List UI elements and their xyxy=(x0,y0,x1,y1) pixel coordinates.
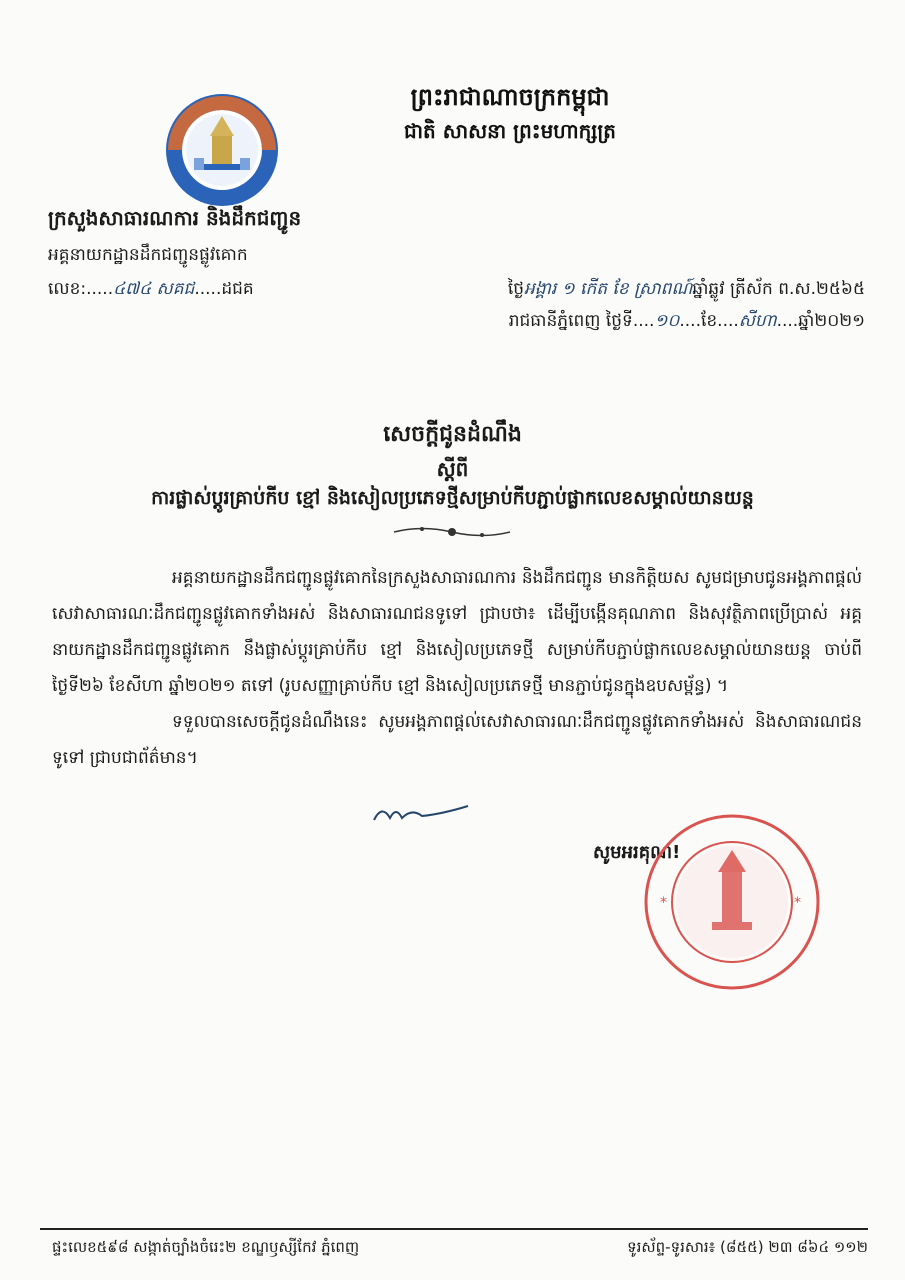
body-paragraph-1: អគ្គនាយកដ្ឋានដឹកជញ្ជូនផ្លូវគោកនៃក្រសួងសាធារណការ និងដឹកជញ្ជូន មានកិត្តិយស សូមជម្រាបជូនអង្គភាពផ្តល់សេវាសាធារណៈដឹកជញ្ជូនផ្លូវគោកទាំងអស់ និងសាធារណជនទូទៅ ជ្រាបថា៖ ដើម្បីបង្កើនគុណភាព និងសុវត្ថិភាពប្រើប្រាស់ អគ្គនាយកដ្ឋានដឹកជញ្ជូនផ្លូវគោក នឹងផ្លាស់ប្តូរគ្រាប់កីប ខ្មៅ និងសៀលប្រភេទថ្មី សម្រាប់កីបភ្ជាប់ផ្លាកលេខសម្គាល់យានយន្ត ចាប់ពីថ្ងៃទី២៦ ខែសីហា ឆ្នាំ២០២១ តទៅ (រូបសញ្ញាគ្រាប់កីប ខ្មៅ និងសៀលប្រភេទថ្មី មានភ្ជាប់ជូនក្នុងឧបសម្ព័ន្ធ) ។ xyxy=(52,568,862,696)
footer-divider xyxy=(40,1228,868,1230)
ref-number: ៤៧៤ សគជ xyxy=(113,279,195,299)
solar-day: ១០ xyxy=(654,311,680,331)
kingdom-title: ព្រះរាជាណាចក្រកម្ពុជា xyxy=(410,82,610,111)
notice-regarding: ស្តីពី xyxy=(436,457,469,481)
solar-mid: ....ខែ.... xyxy=(679,311,739,331)
national-motto: ជាតិ សាសនា ព្រះមហាក្សត្រ xyxy=(404,119,616,143)
lunar-suffix: ឆ្នាំឆ្លូវ ត្រីស័ក ព.ស.២៥៦៥ xyxy=(692,279,865,299)
lunar-prefix: ថ្ងៃ xyxy=(507,279,524,299)
reference-number xyxy=(48,278,254,303)
lunar-hand: អង្គារ ១ កើត ខែ ស្រាពណ៍ xyxy=(524,279,693,299)
solar-month: សីហា xyxy=(738,311,777,331)
footer-address: ផ្ទះលេខ៥៩៨ សង្កាត់ច្បាំងចំរេះ២ ខណ្ឌឫស្សីកែវ ភ្នំពេញ xyxy=(52,1238,360,1256)
solar-date xyxy=(445,310,865,335)
signature-label: សូមអរគុណ! xyxy=(593,842,681,863)
ministry-logo xyxy=(164,92,280,208)
body-paragraph-2: ទទួលបានសេចក្តីជូនដំណឹងនេះ សូមអង្គភាពផ្តល់សេវាសាធារណៈដឹកជញ្ជូនផ្លូវគោកទាំងអស់ និងសាធារណជនទូទៅ ជ្រាបជាព័ត៌មាន។ xyxy=(52,712,862,768)
ref-prefix: លេខ:..... xyxy=(48,279,114,299)
notice-body xyxy=(52,560,862,776)
ref-suffix: .....ដជគ xyxy=(194,279,254,299)
notice-title: សេចក្តីជូនដំណឹង xyxy=(383,422,522,447)
department-name: អគ្គនាយកដ្ឋានដឹកជញ្ជូនផ្លូវគោក xyxy=(48,245,248,265)
svg-text:*: * xyxy=(660,895,667,911)
initials-scribble xyxy=(372,800,472,826)
notice-subject: ការផ្លាស់ប្តូរគ្រាប់កីប ខ្មៅ និងសៀលប្រភេទថ្មីសម្រាប់កីបភ្ជាប់ផ្លាកលេខសម្គាល់យានយន្ត xyxy=(151,487,754,509)
official-seal xyxy=(642,812,822,992)
solar-prefix: រាជធានីភ្នំពេញ ថ្ងៃទី.... xyxy=(508,311,655,331)
svg-text:*: * xyxy=(794,895,801,911)
ornament-divider xyxy=(392,524,512,538)
lunar-date xyxy=(445,278,865,303)
footer-phone: ទូរស័ព្ទ-ទូរសារ៖ (៨៥៥) ២៣ ៨៦៤ ១១២ xyxy=(627,1238,868,1256)
ministry-name: ក្រសួងសាធារណការ និងដឹកជញ្ជូន xyxy=(48,206,302,230)
solar-suffix: ....ឆ្នាំ២០២១ xyxy=(776,311,865,331)
